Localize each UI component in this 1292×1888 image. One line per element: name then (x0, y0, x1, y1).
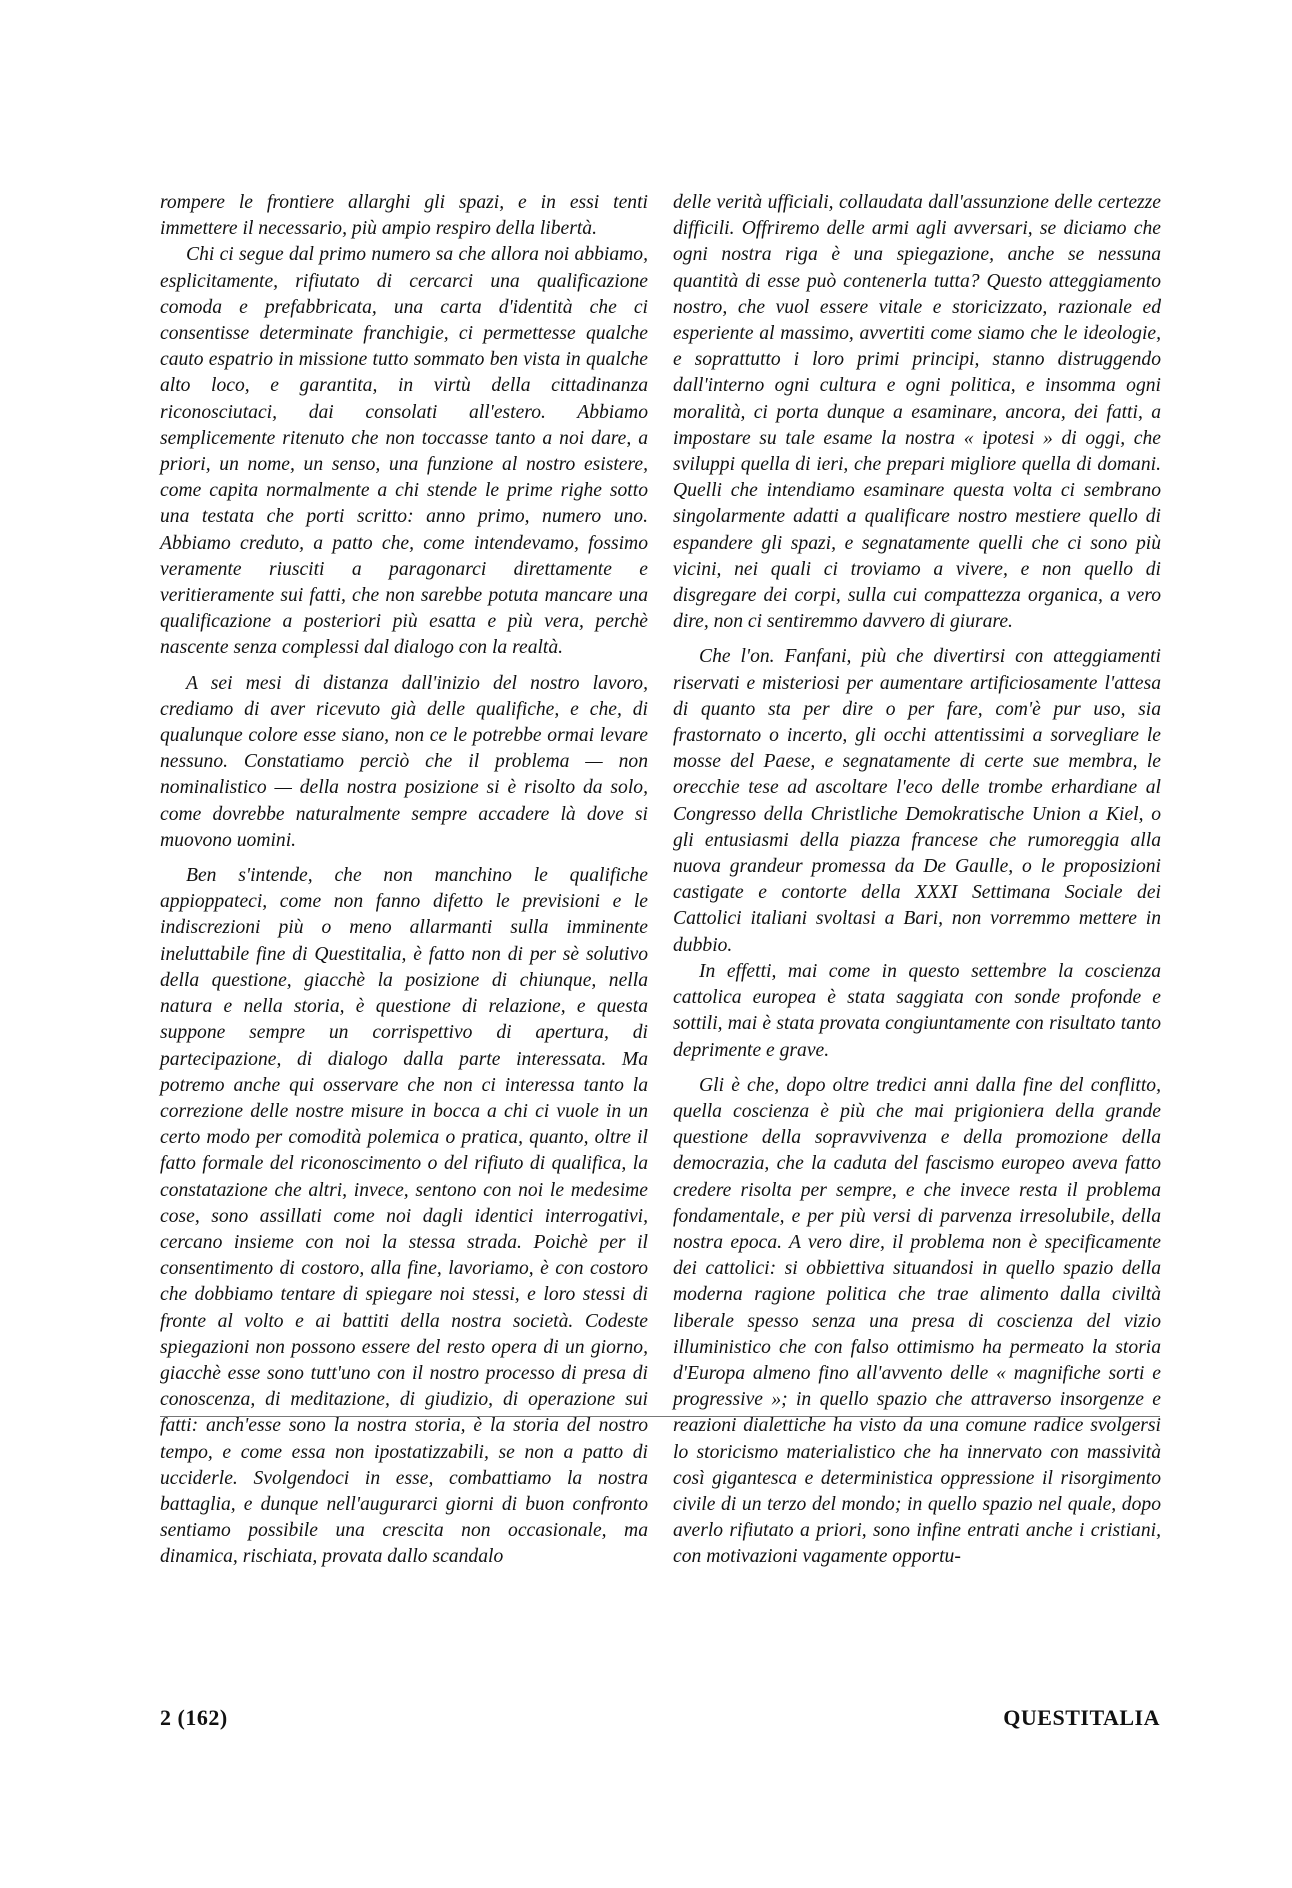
paragraph: A sei mesi di distanza dall'inizio del nostro lavoro, crediamo di aver ricevuto già delle qualifiche, e che, di qualunque colore esse siano, non ce le potrebbe ormai levare nessuno. Constatiamo perciò che il problema — non nominalistico — della nostra posizione si è risolto da solo, come dovrebbe naturalmente sempre accadere là dove si muovono uomini. (160, 672, 648, 851)
paragraph: Chi ci segue dal primo numero sa che allora noi abbiamo, esplicitamente, rifiutato di cercarci una qualificazione comoda e prefabbricata, una carta d'identità che ci consentisse determinate franchigie, ci permettesse qualche cauto espatrio in missione tutto sommato ben vista in qualche alto loco, e garantita, in virtù della cittadinanza riconosciutaci, dai consolati all'estero. Abbiamo semplicemente ritenuto che non toccasse tanto a noi dare, a priori, un nome, un senso, una funzione al nostro esistere, come capita normalmente a chi stende le prime righe sotto una testata che porti scritto: anno primo, numero uno. Abbiamo creduto, a patto che, come intendevamo, fossimo veramente riusciti a paragonarci direttamente e veritieramente sui fatti, che non sarebbe potuta mancare una qualificazione a posteriori più esatta e più vera, perchè nascente senza complessi dal dialogo con la realtà. (160, 244, 648, 659)
journal-name: QUESTITALIA (1003, 1705, 1160, 1730)
paragraph: rompere le frontiere allarghi gli spazi, e in essi tenti immettere il necessario, più ampio respiro della libertà. (160, 192, 648, 240)
page-number: 2 (162) (160, 1705, 228, 1730)
paragraph: Gli è che, dopo oltre tredici anni dalla fine del conflitto, quella coscienza è più che mai prigioniera della grande questione della sopravvivenza e della promozione della democrazia, che la caduta del fascismo europeo aveva fatto credere risolta per sempre, e che invece resta il problema fondamentale, e per più versi di parvenza irresolubile, della nostra epoca. A vero dire, il problema non è specificamente dei cattolici: si obbiettiva situandosi in quello spazio della moderna ragione politica che trae alimento dalla civiltà liberale spesso senza una presa di coscienza del vizio illuministico che con falso ottimismo ha permeato la storia d'Europa almeno fino all'avvento delle « magnifiche sorti e progressive »; in quello spazio che attraverso insorgenze e reazioni dialettiche ha visto da una comune radice svolgersi lo storicismo materialistico che ha innervato con massività così gigantesca e deterministica oppressione il risorgimento civile di un terzo del mondo; in quello spazio nel quale, dopo averlo rifiutato a priori, sono infine entrati anche i cristiani, con motivazioni vagamente opportu- (673, 1074, 1161, 1568)
paragraph: delle verità ufficiali, collaudata dall'assunzione delle certezze difficili. Offriremo delle armi agli avversari, se diciamo che ogni nostra riga è una spiegazione, anche se nessuna quantità di esse può contenerla tutta? Questo atteggiamento nostro, che vuol essere vitale e storicizzato, razionale ed esperiente al massimo, avvertiti come siamo che le ideologie, e soprattutto i loro primi principi, stanno distruggendo dall'interno ogni cultura e ogni politica, e insomma ogni moralità, ci porta dunque a esaminare, ancora, dei fatti, a impostare su tale esame la nostra « ipotesi » di oggi, che sviluppi quella di ieri, che prepari migliore quella di domani. Quelli che intendiamo esaminare questa volta ci sembrano singolarmente adatti a qualificare nostro mestiere quello di espandere gli spazi, e segnatamente quelli che ci sono più vicini, nei quali ci troviamo a vivere, e non quello di disgregare dei corpi, sulla cui compattezza organica, a vero dire, non ci sentiremmo davvero di giurare. (673, 192, 1161, 633)
paragraph: In effetti, mai come in questo settembre la coscienza cattolica europea è stata saggiata con sonde profonde e sottili, mai è stata provata congiuntamente con risultato tanto deprimente e grave. (673, 960, 1161, 1061)
scan-line-artifact (160, 1416, 1160, 1417)
right-column (673, 190, 1161, 1571)
paragraph: Ben s'intende, che non manchino le qualifiche appioppateci, come non fanno difetto le previsioni e le indiscrezioni più o meno allarmanti sulla imminente ineluttabile fine di Questitalia, è fatto non di per sè solutivo della questione, giacchè la posizione di chiunque, nella natura e nella storia, è questione di relazione, e questa suppone sempre un corrispettivo di apertura, di partecipazione, di dialogo dalla parte interessata. Ma potremo anche qui osservare che non ci interessa tanto la correzione delle nostre misure in bocca a chi ci vuole in un certo modo per comodità polemica o pratica, quanto, oltre il fatto formale del riconoscimento o del rifiuto di qualifica, la constatazione che altri, invece, sentono con noi le medesime cose, sono assillati come noi dagli identici interrogativi, cercano insieme con noi la stessa strada. Poichè per il consentimento di costoro, alla fine, lavoriamo, è con costoro che dobbiamo tentare di spiegare noi stessi, e loro stessi di fronte al volto e ai battiti della nostra società. Codeste spiegazioni non possono essere del resto opera di un giorno, giacchè esse sono tutt'uno con il nostro processo di presa di conoscenza, di meditazione, di giudizio, di operazione sui fatti: anch'esse sono la nostra storia, è la storia del nostro tempo, e come essa non ipostatizzabili, se non a patto di ucciderle. Svolgendoci in esse, combattiamo la nostra battaglia, e dunque nell'augurarci giorni di buon confronto sentiamo possibile una crescita non occasionale, ma dinamica, rischiata, provata dallo scandalo (160, 865, 648, 1568)
paragraph: Che l'on. Fanfani, più che divertirsi con atteggiamenti riservati e misteriosi per aumentare artificiosamente l'attesa di quanto sta per dire o per fare, com'è pur uso, sia frastornato o incerto, gli occhi attentissimi a sorvegliare le mosse del Paese, e segnatamente di certe sue membra, le orecchie tese ad ascoltare l'eco delle trombe erhardiane al Congresso della Christliche Demokratische Union a Kiel, o gli entusiasmi della piazza francese che rumoreggia alla nuova grandeur promessa da De Gaulle, o le proposizioni castigate e contorte della XXXI Settimana Sociale dei Cattolici italiani svoltasi a Bari, non vorremmo mettere in dubbio. (673, 646, 1161, 956)
left-column (160, 190, 648, 1571)
